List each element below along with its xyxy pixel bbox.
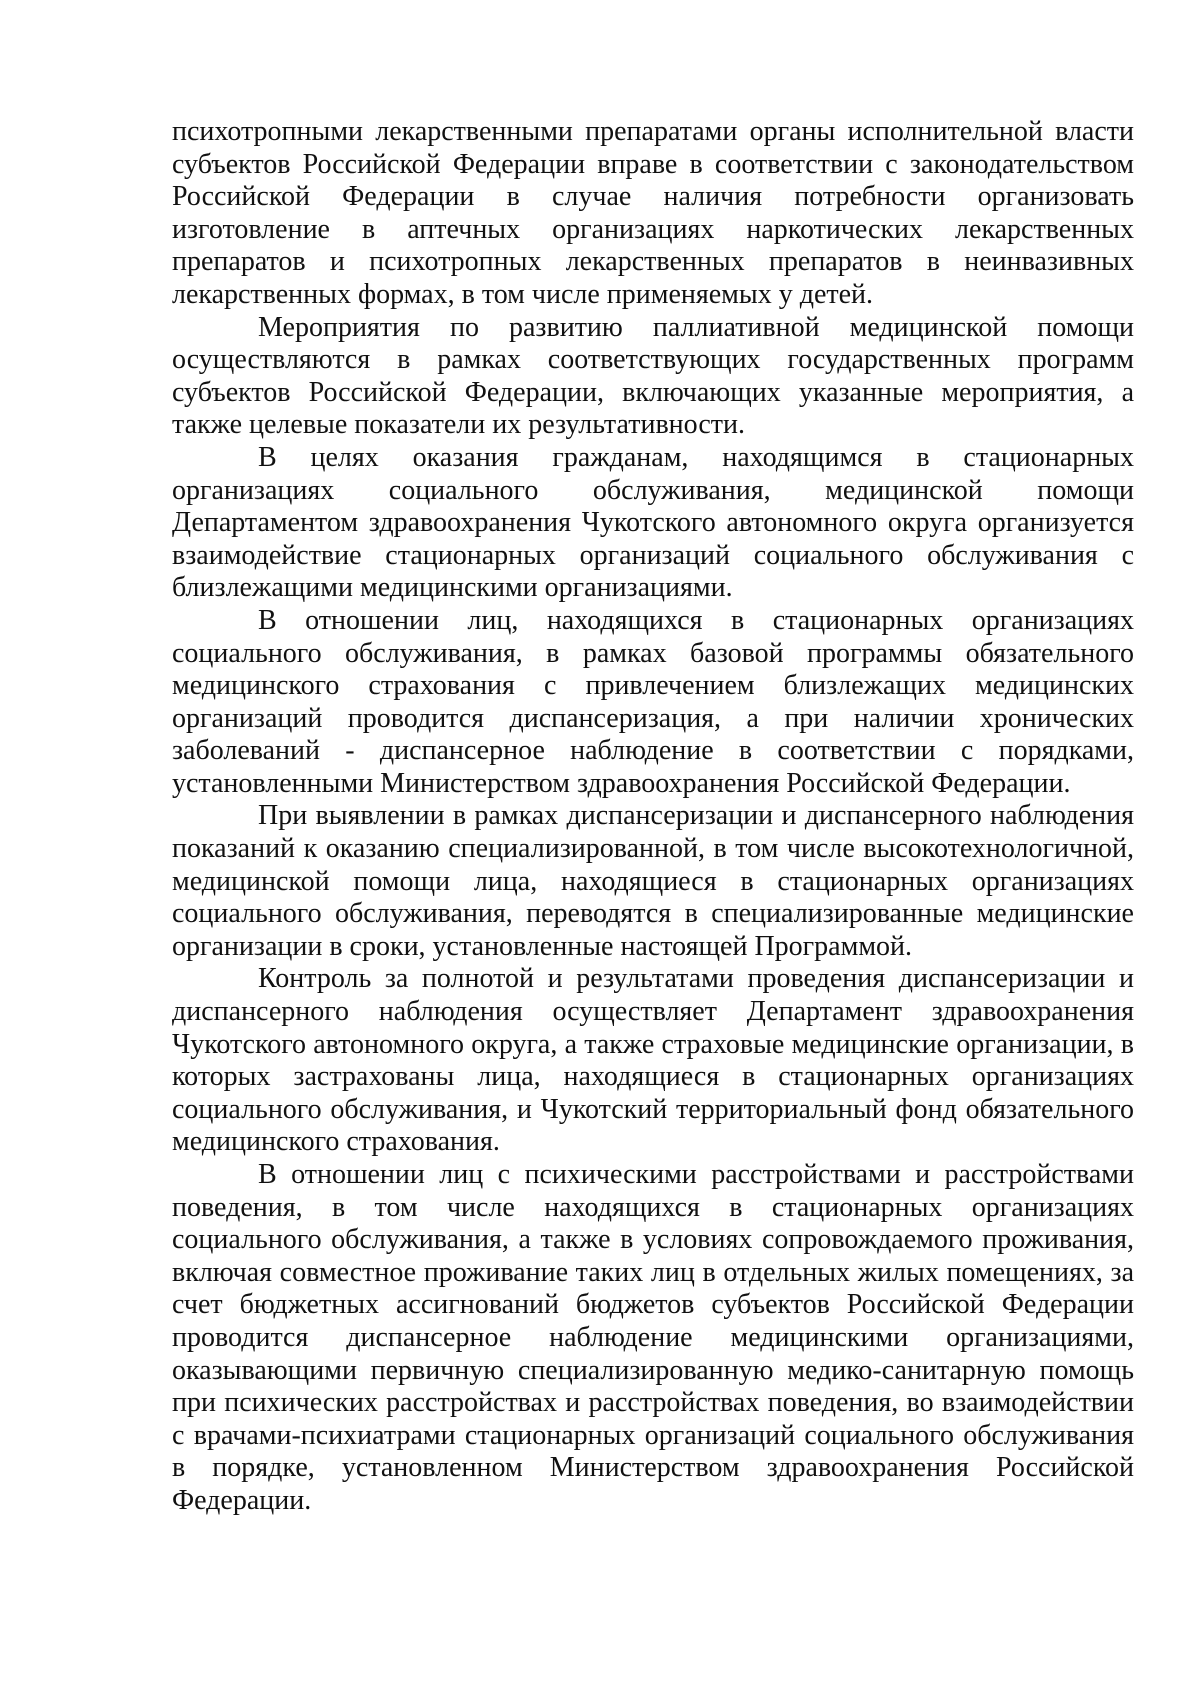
paragraph-specialized-care-transfer: При выявлении в рамках диспансеризации и диспансерного наблюдения показаний к оказанию специализированной, в том числе высокотехнологичной, медицинской помощи лица, находящиеся в стационарных организациях социального обслуживания, переводятся в специализированные медицинские организации в сроки, установленные настоящей Программой. — [172, 800, 1134, 962]
paragraph-control: Контроль за полнотой и результатами проведения диспансеризации и диспансерного наблюдения осуществляет Департамент здравоохранения Чукотского автономного округа, а также страховые медицинские организации, в которых застрахованы лица, находящиеся в стационарных организациях социального обслуживания, и Чукотский территориальный фонд обязательного медицинского страхования. — [172, 963, 1134, 1158]
paragraph-dispensarization: В отношении лиц, находящихся в стационарных организациях социального обслуживания, в рамках базовой программы обязательного медицинского страхования с привлечением близлежащих медицинских организаций проводится диспансеризация, а при наличии хронических заболеваний - диспансерное наблюдение в соответствии с порядками, установленными Министерством здравоохранения Российской Федерации. — [172, 604, 1134, 799]
paragraph-mental-disorders: В отношении лиц с психическими расстройствами и расстройствами поведения, в том числе находящихся в стационарных организациях социального обслуживания, а также в условиях сопровождаемого проживания, включая совместное проживание таких лиц в отдельных жилых помещениях, за счет бюджетных ассигнований бюджетов субъектов Российской Федерации проводится диспансерное наблюдение медицинскими организациями, оказывающими первичную специализированную медико-санитарную помощь при психических расстройствах и расстройствах поведения, во взаимодействии с врачами-психиатрами стационарных организаций социального обслуживания в порядке, установленном Министерством здравоохранения Российской Федерации. — [172, 1159, 1134, 1516]
paragraph-continuation: психотропными лекарственными препаратами органы исполнительной власти субъектов Российской Федерации вправе в соответствии с законодательством Российской Федерации в случае наличия потребности организовать изготовление в аптечных организациях наркотических лекарственных препаратов и психотропных лекарственных препаратов в неинвазивных лекарственных формах, в том числе применяемых у детей. — [172, 116, 1134, 310]
document-body — [172, 116, 1134, 1518]
paragraph-palliative-care: Мероприятия по развитию паллиативной медицинской помощи осуществляются в рамках соответствующих государственных программ субъектов Российской Федерации, включающих указанные мероприятия, а также целевые показатели их результативности. — [172, 311, 1134, 441]
paragraph-social-service-interaction: В целях оказания гражданам, находящимся в стационарных организациях социального обслуживания, медицинской помощи Департаментом здравоохранения Чукотского автономного округа организуется взаимодействие стационарных организаций социального обслуживания с близлежащими медицинскими организациями. — [172, 441, 1134, 604]
